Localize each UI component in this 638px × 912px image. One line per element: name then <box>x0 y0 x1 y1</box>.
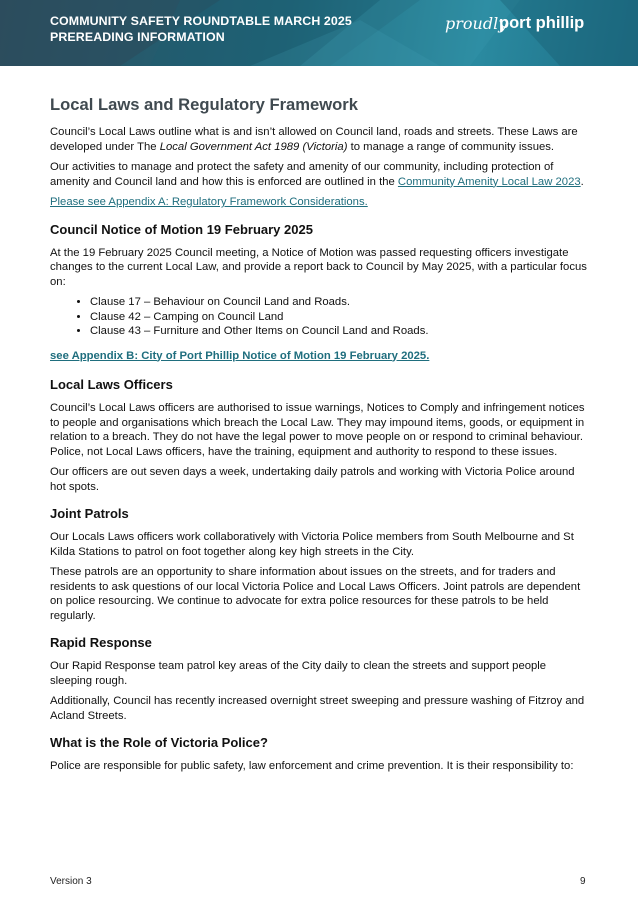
paragraph-notice-of-motion: At the 19 February 2025 Council meeting, a Notice of Motion was passed requesting officers investigate changes to the current Local Law, and provide a report back to Council by May 2025, with a particular focus on: <box>50 246 587 288</box>
community-amenity-local-law-link[interactable]: Community Amenity Local Law 2023 <box>397 175 581 188</box>
footer-page-number: 9 <box>580 876 586 887</box>
section-heading-rapid-response: Rapid Response <box>50 635 152 650</box>
paragraph-local-laws-intro: Council’s Local Laws outline what is and isn’t allowed on Council land, roads and streets. These Laws are developed under The Local Government Act 1989 (Victoria) to manage a range of community issues. <box>50 126 578 153</box>
section-heading-local-laws: Local Laws and Regulatory Framework <box>50 95 358 114</box>
paragraph-rapid-response-1: Our Rapid Response team patrol key areas of the City daily to clean the streets and support people sleeping rough. <box>50 660 547 687</box>
appendix-b-paragraph <box>50 349 590 364</box>
header-title-line1: COMMUNITY SAFETY ROUNDTABLE MARCH 2025 <box>50 14 352 28</box>
appendix-a-paragraph <box>50 195 590 210</box>
paragraph-rapid-response-2: Additionally, Council has recently increased overnight street sweeping and pressure washing of Fitzroy and Acland Streets. <box>50 695 585 722</box>
paragraph-joint-patrols-2: These patrols are an opportunity to share information about issues on the streets, and for traders and residents to ask questions of our local Victoria Police and Local Laws Officers. Joint patrols are dependent on police resourcing. We continue to advocate for extra police resources for these patrols to be held regularly. <box>50 566 581 622</box>
section-heading-local-laws-officers: Local Laws Officers <box>50 377 173 392</box>
section-heading-victoria-police: What is the Role of Victoria Police? <box>50 735 268 750</box>
logo-script-text: proudly <box>445 14 508 33</box>
footer-version: Version 3 <box>50 876 92 887</box>
header-banner <box>0 0 638 66</box>
paragraph-activities: Our activities to manage and protect the safety and amenity of our community, including protection of amenity and Council land and how this is enforced are outlined in the Community Amenity Local Law 2023. <box>50 161 584 188</box>
paragraph-officers-authority: Council’s Local Laws officers are authorised to issue warnings, Notices to Comply and infringement notices to people and organisations which breach the Local Law. They may impound items, goods, or equipment in relation to a breach. They do not have the legal power to move people on or respond to criminal behaviour. Police, not Local Laws officers, have the training, equipment and authority to respond to these issues. <box>50 402 585 458</box>
appendix-b-link[interactable]: see Appendix B: City of Port Phillip Notice of Motion 19 February 2025. <box>50 349 430 362</box>
paragraph-victoria-police: Police are responsible for public safety, law enforcement and crime prevention. It is their responsibility to: <box>50 760 574 772</box>
list-item: • Clause 17 – Behaviour on Council Land and Roads. <box>90 295 590 310</box>
list-item: • Clause 43 – Furniture and Other Items on Council Land and Roads. <box>90 324 590 339</box>
list-item: • Clause 42 – Camping on Council Land <box>90 310 590 325</box>
page-content <box>50 95 590 780</box>
paragraph-officers-patrols: Our officers are out seven days a week, undertaking daily patrols and working with Victoria Police around hot spots. <box>50 466 575 493</box>
appendix-a-link[interactable]: Please see Appendix A: Regulatory Framework Considerations. <box>50 196 368 208</box>
header-title <box>50 13 352 45</box>
section-heading-joint-patrols: Joint Patrols <box>50 506 129 521</box>
logo-bold-text: port phillip <box>499 14 585 32</box>
section-heading-notice-of-motion: Council Notice of Motion 19 February 2025 <box>50 221 313 237</box>
header-title-line2: PREREADING INFORMATION <box>50 30 225 44</box>
clause-list <box>50 295 590 339</box>
paragraph-joint-patrols-1: Our Locals Laws officers work collaboratively with Victoria Police members from South Melbourne and St Kilda Stations to patrol on foot together along key high streets in the City. <box>50 531 574 558</box>
proudly-port-phillip-logo <box>445 8 595 44</box>
